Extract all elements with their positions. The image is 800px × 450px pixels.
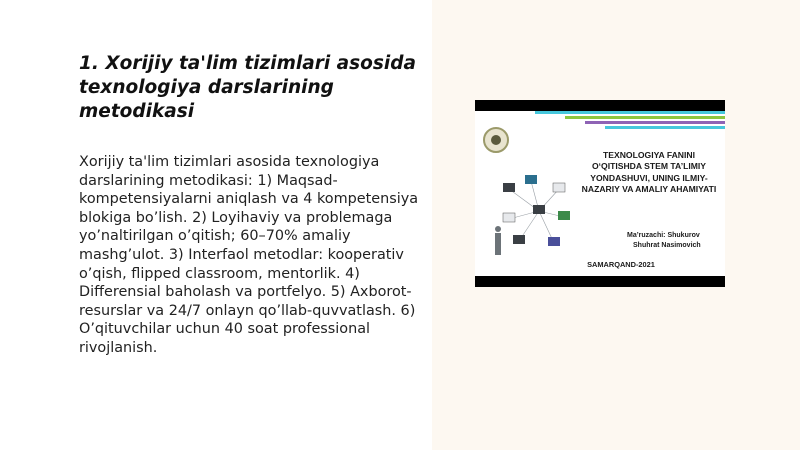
thumbnail-slide xyxy=(475,111,725,276)
decor-stripe-cyan xyxy=(535,111,725,114)
slide-title: 1. Xorijiy ta'lim tizimlari asosida texnologiya darslarining metodikasi xyxy=(79,53,416,122)
presentation-thumbnail xyxy=(475,100,725,287)
speaker-line-2: Shuhrat Nasimovich xyxy=(633,242,701,249)
logo-emblem xyxy=(491,135,501,145)
thumbnail-title: TEXNOLOGIYA FANINI O‘QITISHDA STEM TA’LIMIY YONDASHUVI, UNING ILMIY-NAZARIY VA AMALIY AHAMIYATI xyxy=(581,150,717,194)
slide-body-text: Xorijiy ta'lim tizimlari asosida texnologiya darslarining metodikasi: 1) Maqsad-kompetensiyalarni aniqlash va 4 kompetensiya blokiga bo’lish. 2) Loyihaviy va problemaga yo’naltirilgan o’qitish; 60–70% amaliy mashg’ulot. 3) Interfaol metodlar: kooperativ o’qish, flipped classroom, mentorlik. 4) Differensial baholash va portfelyo. 5) Axborot-resurslar va 24/7 onlayn qo’llab-quvvatlash. 6) O’qituvchilar uchun 40 soat professional rivojlanish. xyxy=(79,154,419,356)
university-logo xyxy=(483,127,509,153)
city-year: SAMARQAND-2021 xyxy=(587,260,655,269)
network-illustration xyxy=(489,171,579,266)
speaker-info xyxy=(627,231,723,251)
decor-stripe-green xyxy=(565,116,725,119)
decor-stripe-cyan-2 xyxy=(605,126,725,129)
speaker-line-1: Ma’ruzachi: Shukurov xyxy=(627,232,700,239)
decor-stripe-purple xyxy=(585,121,725,124)
